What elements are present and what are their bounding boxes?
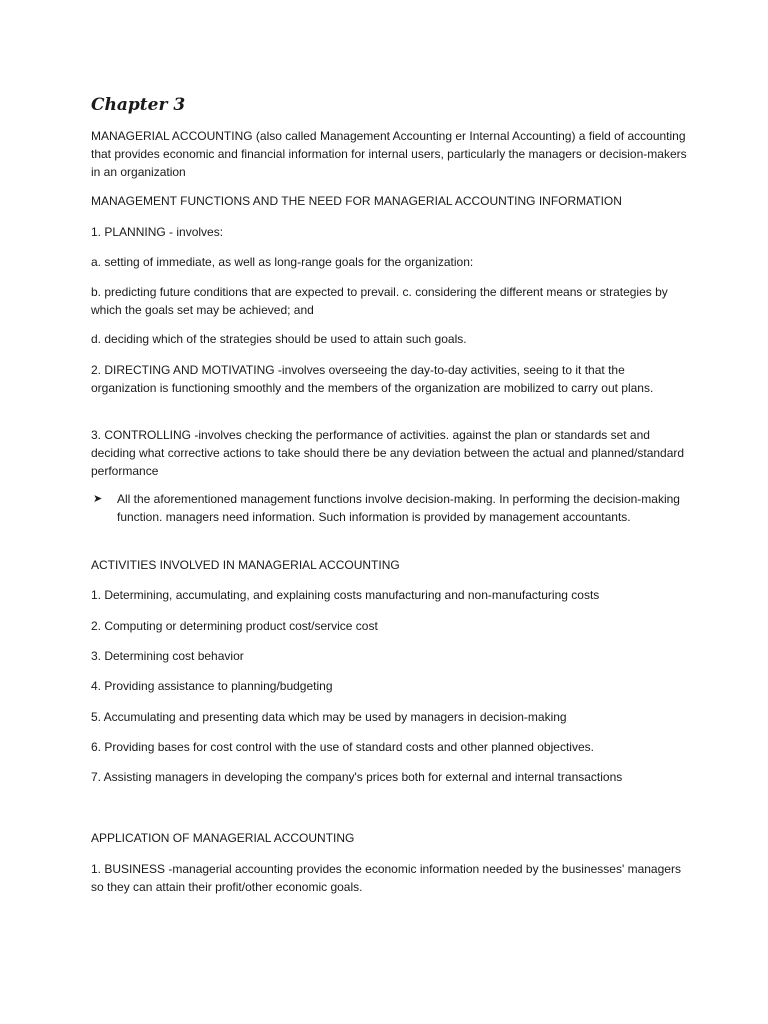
section-heading-activities: ACTIVITIES INVOLVED IN MANAGERIAL ACCOUNTING bbox=[91, 558, 400, 572]
activity-item: 4. Providing assistance to planning/budgeting bbox=[91, 679, 333, 693]
planning-item-b: b. predicting future conditions that are expected to prevail. c. considering the different means or strategies by which the goals set may be achieved; and bbox=[91, 285, 668, 317]
activity-item: 7. Assisting managers in developing the company's prices both for external and internal transactions bbox=[91, 770, 623, 784]
directing-paragraph: 2. DIRECTING AND MOTIVATING -involves overseeing the day-to-day activities, seeing to it that the organization is functioning smoothly and the members of the organization are mobilized to carry out plans. bbox=[91, 363, 654, 395]
arrowhead-bullet-icon: ➤ bbox=[93, 493, 103, 505]
business-paragraph: 1. BUSINESS -managerial accounting provides the economic information needed by the businesses' managers so they can attain their profit/other economic goals. bbox=[91, 862, 681, 894]
section-heading-management-functions: MANAGEMENT FUNCTIONS AND THE NEED FOR MANAGERIAL ACCOUNTING INFORMATION bbox=[91, 194, 622, 208]
section-heading-application: APPLICATION OF MANAGERIAL ACCOUNTING bbox=[91, 831, 355, 845]
activity-item: 5. Accumulating and presenting data which may be used by managers in decision-making bbox=[91, 710, 567, 724]
activity-item: 1. Determining, accumulating, and explaining costs manufacturing and non-manufacturing costs bbox=[91, 588, 600, 602]
activity-item: 2. Computing or determining product cost/service cost bbox=[91, 619, 378, 633]
planning-item-d: d. deciding which of the strategies should be used to attain such goals. bbox=[91, 332, 467, 346]
intro-paragraph: MANAGERIAL ACCOUNTING (also called Management Accounting er Internal Accounting) a field of accounting that provides economic and financial information for internal users, particularly the managers or decision-makers in an organization bbox=[91, 129, 687, 179]
activity-item: 3. Determining cost behavior bbox=[91, 649, 244, 663]
controlling-paragraph: 3. CONTROLLING -involves checking the performance of activities. against the plan or standards set and deciding what corrective actions to take should there be any deviation between the actual and planned/standard performance bbox=[91, 428, 685, 478]
activity-item: 6. Providing bases for cost control with the use of standard costs and other planned objectives. bbox=[91, 740, 594, 754]
planning-heading: 1. PLANNING - involves: bbox=[91, 225, 224, 239]
bullet-paragraph: All the aforementioned management functions involve decision-making. In performing the decision-making function. managers need information. Such information is provided by management accountants. bbox=[117, 492, 680, 524]
planning-item-a: a. setting of immediate, as well as long-range goals for the organization: bbox=[91, 255, 474, 269]
chapter-title: Chapter 3 bbox=[91, 95, 186, 115]
